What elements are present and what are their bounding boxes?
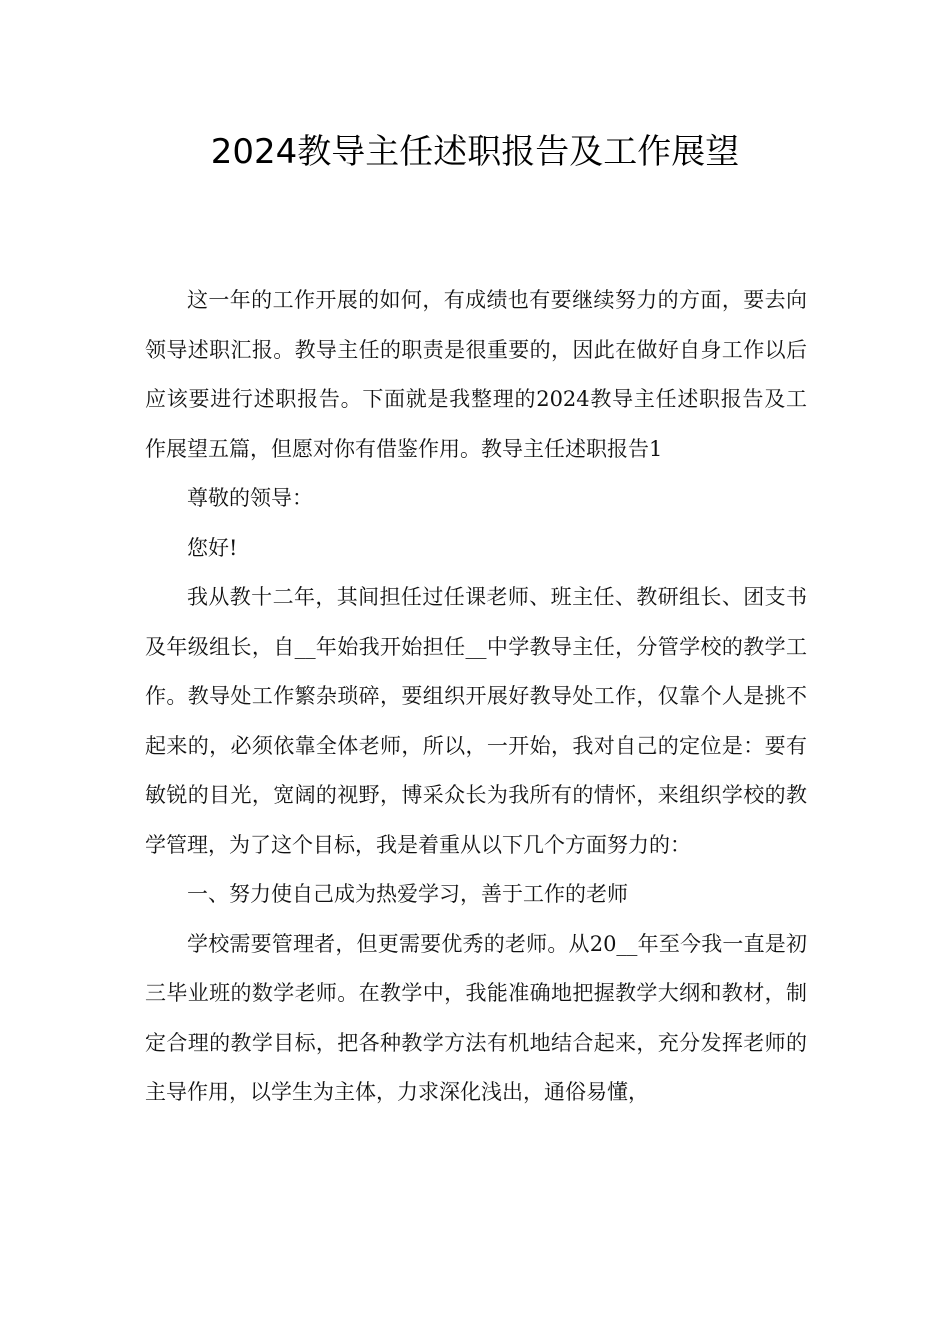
paragraph-section-1: 学校需要管理者，但更需要优秀的老师。从20__年至今我一直是初三毕业班的数学老师。在教学中，我能准确地把握教学大纲和教材，制定合理的教学目标，把各种教学方法有机地结合起来，充分发挥老师的主导作用，以学生为主体，力求深化浅出，通俗易懂， xyxy=(145,931,807,1104)
document-body xyxy=(145,276,807,1118)
paragraph-background: 我从教十二年，其间担任过任课老师、班主任、教研组长、团支书及年级组长，自__年始我开始担任__中学教导主任，分管学校的教学工作。教导处工作繁杂琐碎，要组织开展好教导处工作，仅靠个人是挑不起来的，必须依靠全体老师，所以，一开始，我对自己的定位是：要有敏锐的目光，宽阔的视野，博采众长为我所有的情怀，来组织学校的教学管理，为了这个目标，我是着重从以下几个方面努力的： xyxy=(145,585,807,857)
document-title: 2024教导主任述职报告及工作展望 xyxy=(210,132,740,172)
section-heading-1: 一、努力使自己成为热爱学习，善于工作的老师 xyxy=(187,882,628,906)
paragraph-salutation: 尊敬的领导： xyxy=(187,486,313,510)
paragraph-greeting: 您好! xyxy=(187,535,238,560)
paragraph-intro: 这一年的工作开展的如何，有成绩也有要继续努力的方面，要去向领导述职汇报。教导主任的职责是很重要的，因此在做好自身工作以后应该要进行述职报告。下面就是我整理的2024教导主任述职报告及工作展望五篇，但愿对你有借鉴作用。教导主任述职报告1 xyxy=(145,288,807,461)
